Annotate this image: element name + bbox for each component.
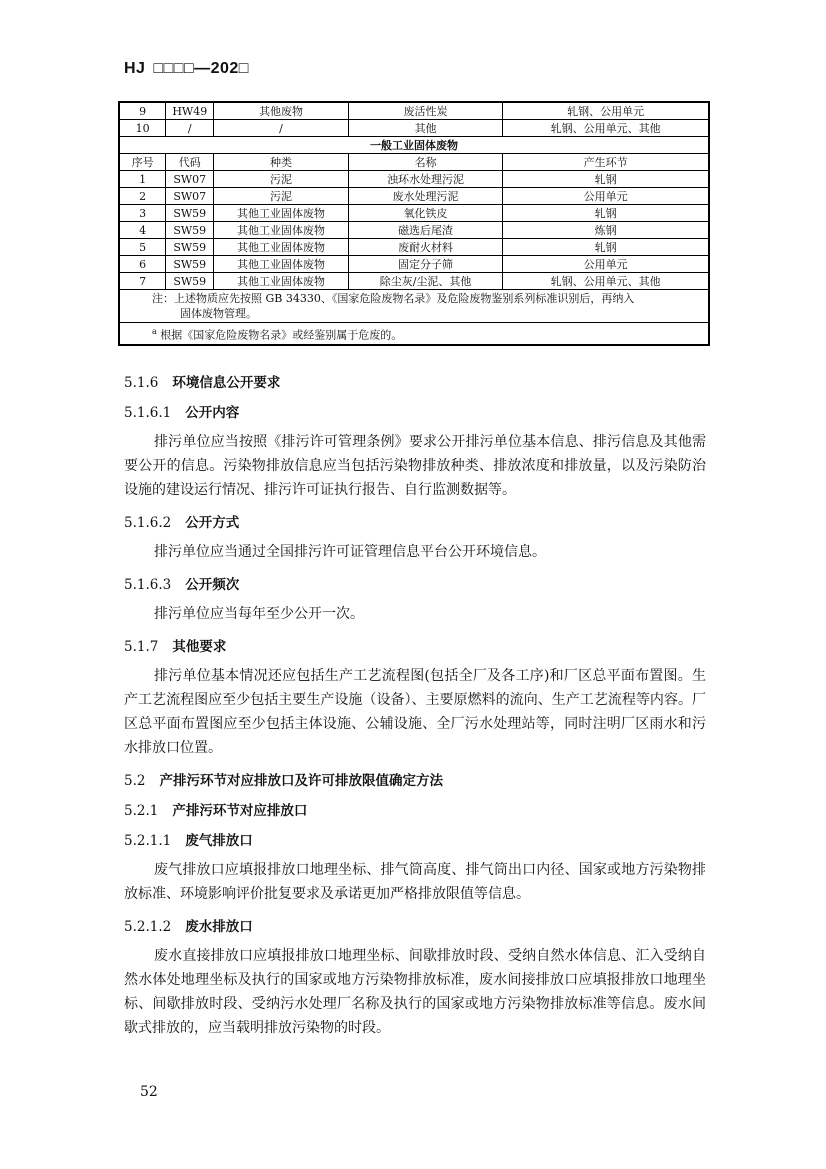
table-row [119, 171, 709, 188]
heading-5-2-1-1: 5.2.1.1 废气排放口 [124, 833, 253, 849]
table-row [119, 256, 709, 273]
table-cell: / [166, 120, 214, 137]
section-row [119, 137, 709, 154]
footnote-text: 根据《国家危险废物名录》或经鉴别属于危废的。 [156, 328, 403, 342]
table-row [119, 188, 709, 205]
section-title: 一般工业固体废物 [119, 137, 709, 154]
table-cell: SW07 [166, 188, 214, 205]
table-row [119, 239, 709, 256]
column-header: 序号 [119, 154, 166, 171]
table-cell: 污泥 [214, 188, 349, 205]
table-cell: 公用单元 [503, 256, 709, 273]
paragraph-other-requirements: 排污单位基本情况还应包括生产工艺流程图(包括全厂及各工序)和厂区总平面布置图。生产工艺流程图应至少包括主要生产设施（设备）、主要原燃料的流向、生产工艺流程等内容。厂区总平面布置图应至少包括主体设施、公辅设施、全厂污水处理站等，同时注明厂区雨水和污水排放口位置。 [124, 668, 706, 756]
hazardous-rows [119, 102, 709, 137]
table-cell: 其他工业固体废物 [214, 256, 349, 273]
table-row [119, 273, 709, 290]
table-cell: 轧钢、公用单元、其他 [503, 120, 709, 137]
table-cell: 公用单元 [503, 188, 709, 205]
page-header [124, 60, 249, 78]
table-cell: 轧钢 [503, 205, 709, 222]
table-row [119, 205, 709, 222]
footnote-row [119, 323, 709, 345]
table-cell: 其他工业固体废物 [214, 222, 349, 239]
header-prefix: HJ [124, 60, 146, 77]
table-note [119, 290, 709, 323]
heading-5-1-6-3: 5.1.6.3 公开频次 [124, 577, 240, 593]
table-cell: 其他 [348, 120, 502, 137]
general-waste-rows [119, 171, 709, 290]
heading-5-2-1-2: 5.2.1.2 废水排放口 [124, 919, 253, 935]
table-cell: 废耐火材料 [348, 239, 502, 256]
header-standard-code: □□□□—202□ [153, 60, 249, 77]
table-cell: 3 [119, 205, 166, 222]
table-cell: 除尘灰/尘泥、其他 [348, 273, 502, 290]
table-cell: 轧钢、公用单元、其他 [503, 273, 709, 290]
table-cell: 废活性炭 [348, 102, 502, 120]
table-row [119, 102, 709, 120]
table-cell: 固定分子筛 [348, 256, 502, 273]
table-cell: SW59 [166, 273, 214, 290]
table-cell: SW59 [166, 222, 214, 239]
table-cell: 废水处理污泥 [348, 188, 502, 205]
main-content [124, 368, 706, 1046]
table-cell: 污泥 [214, 171, 349, 188]
column-header: 产生环节 [503, 154, 709, 171]
column-header: 代码 [166, 154, 214, 171]
table-cell: 5 [119, 239, 166, 256]
heading-5-2-1: 5.2.1 产排污环节对应排放口 [124, 803, 308, 819]
table-cell: / [214, 120, 349, 137]
heading-5-1-6-1: 5.1.6.1 公开内容 [124, 405, 240, 421]
heading-5-2: 5.2 产排污环节对应排放口及许可排放限值确定方法 [124, 773, 443, 789]
paragraph-disclosure-frequency: 排污单位应当每年至少公开一次。 [154, 606, 364, 622]
paragraph-exhaust-outlet: 废气排放口应填报排放口地理坐标、排气筒高度、排气筒出口内径、国家或地方污染物排放标准、环境影响评价批复要求及承诺更加严格排放限值等信息。 [124, 862, 706, 902]
table-cell: 氧化铁皮 [348, 205, 502, 222]
table-cell: HW49 [166, 102, 214, 120]
table-cell: 磁选后尾渣 [348, 222, 502, 239]
table-cell: SW59 [166, 239, 214, 256]
paragraph-disclosure-method: 排污单位应当通过全国排污许可证管理信息平台公开环境信息。 [154, 544, 546, 560]
table-cell: SW59 [166, 205, 214, 222]
table-row [119, 222, 709, 239]
table-footnote [119, 323, 709, 345]
heading-5-1-6-2: 5.1.6.2 公开方式 [124, 515, 240, 531]
table-cell: 其他工业固体废物 [214, 205, 349, 222]
table-cell: 6 [119, 256, 166, 273]
table-cell: SW07 [166, 171, 214, 188]
table-cell: 轧钢 [503, 171, 709, 188]
footnote-mark: a [152, 327, 157, 336]
table-cell: 其他工业固体废物 [214, 239, 349, 256]
heading-5-1-7: 5.1.7 其他要求 [124, 639, 227, 655]
table-cell: 轧钢 [503, 239, 709, 256]
note-line-2: 固体废物管理。 [180, 307, 257, 320]
table-cell: 1 [119, 171, 166, 188]
table-cell: 其他废物 [214, 102, 349, 120]
table-cell: 4 [119, 222, 166, 239]
table-cell: 轧钢、公用单元 [503, 102, 709, 120]
note-line-1: 注：上述物质应先按照 GB 34330、《国家危险废物名录》及危险废物鉴别系列标准识别后，再纳入 [152, 292, 635, 305]
table-cell: 9 [119, 102, 166, 120]
table-cell: 2 [119, 188, 166, 205]
paragraph-disclosure-content: 排污单位应当按照《排污许可管理条例》要求公开排污单位基本信息、排污信息及其他需要公开的信息。污染物排放信息应当包括污染物排放种类、排放浓度和排放量，以及污染防治设施的建设运行情况、排污许可证执行报告、自行监测数据等。 [124, 434, 706, 498]
waste-table [118, 101, 710, 346]
heading-5-1-6: 5.1.6 环境信息公开要求 [124, 375, 281, 391]
note-row [119, 290, 709, 323]
column-header: 名称 [348, 154, 502, 171]
page-number: 52 [140, 1084, 158, 1100]
table-cell: 7 [119, 273, 166, 290]
table-row [119, 120, 709, 137]
table-cell: 浊环水处理污泥 [348, 171, 502, 188]
column-header-row [119, 154, 709, 171]
paragraph-wastewater-outlet: 废水直接排放口应填报排放口地理坐标、间歇排放时段、受纳自然水体信息、汇入受纳自然水体处地理坐标及执行的国家或地方污染物排放标准，废水间接排放口应填报排放口地理坐标、间歇排放时段、受纳污水处理厂名称及执行的国家或地方污染物排放标准等信息。废水间歇式排放的，应当载明排放污染物的时段。 [124, 948, 706, 1036]
column-header: 种类 [214, 154, 349, 171]
table-cell: 炼钢 [503, 222, 709, 239]
table-cell: SW59 [166, 256, 214, 273]
table-cell: 10 [119, 120, 166, 137]
table-cell: 其他工业固体废物 [214, 273, 349, 290]
